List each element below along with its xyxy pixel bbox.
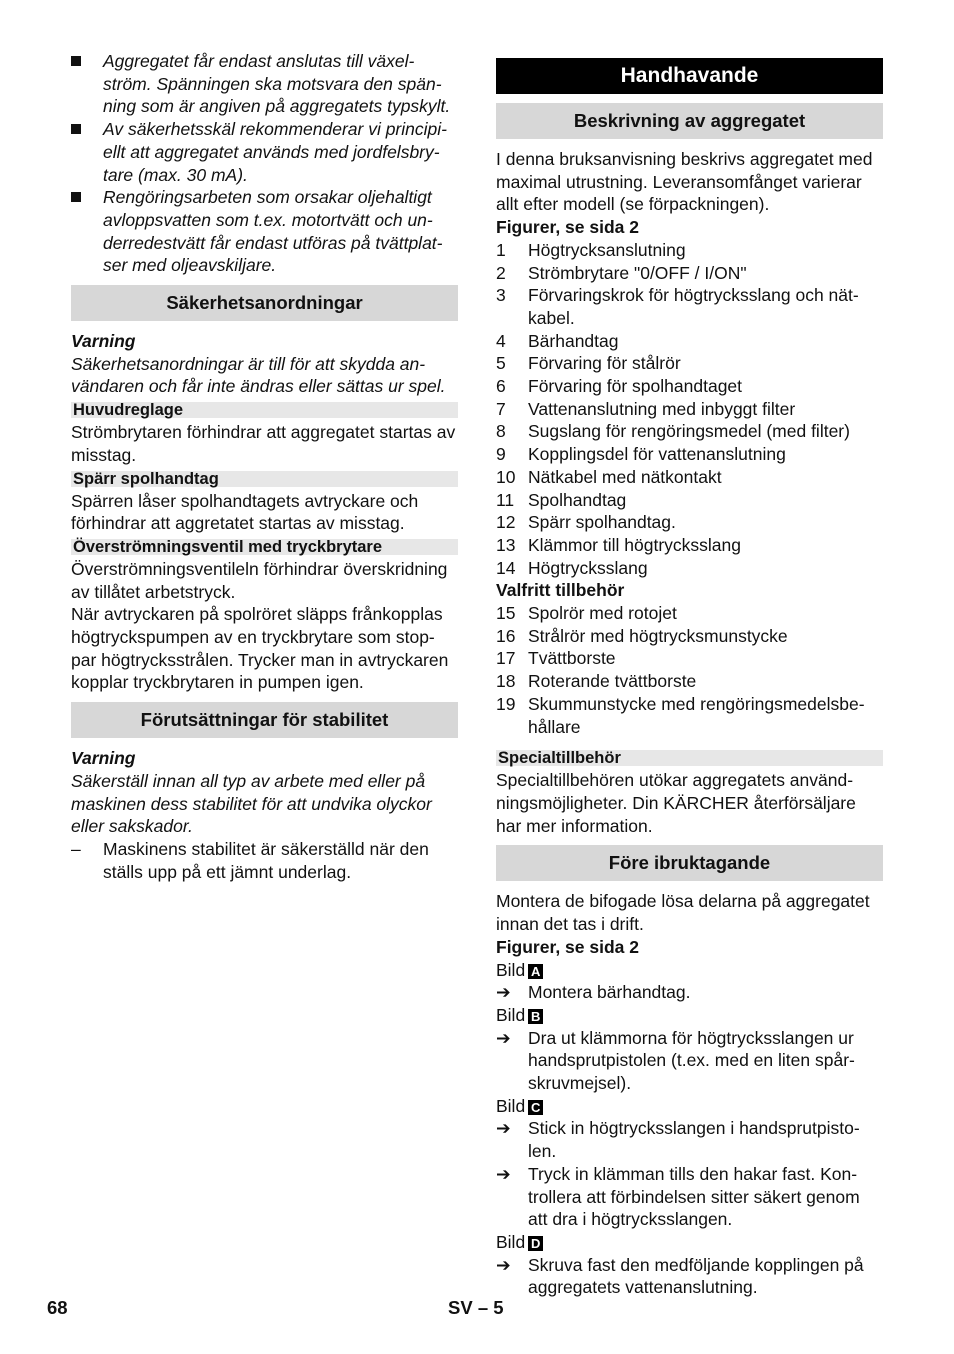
item-number: 3 bbox=[496, 285, 506, 306]
bullet-text: Aggregatet får endast anslutas till växel-ström. Spänningen ska motsvara den spän-ning som är angiven på aggregatets typskylt. bbox=[103, 51, 451, 117]
figure-label bbox=[496, 1231, 883, 1254]
instruction-text: Skruva fast den medföljande kopplingen på aggregatets vattenanslutning. bbox=[528, 1254, 864, 1298]
list-item bbox=[496, 625, 883, 648]
bullet-text: Rengöringsarbeten som orsakar oljehaltigt avloppsvatten som t.ex. motortvätt och un-derredestvätt får endast utföras på tvättplat-ser med oljeavskiljare. bbox=[103, 187, 443, 276]
paragraph: Specialtillbehören utökar aggregatets använd-ningsmöjligheter. Din KÄRCHER återförsäljare har mer information. bbox=[496, 770, 856, 836]
item-text: Nätkabel med nätkontakt bbox=[528, 466, 722, 487]
figure-word: Bild bbox=[496, 1231, 526, 1252]
figure-letter-badge: D bbox=[528, 1236, 543, 1251]
paragraph: Montera de bifogade lösa delarna på aggregatet innan det tas i drift. bbox=[496, 891, 870, 935]
list-item bbox=[496, 647, 883, 670]
instruction-step bbox=[496, 1027, 883, 1095]
figure-letter-badge: A bbox=[528, 964, 543, 979]
item-number: 10 bbox=[496, 466, 516, 487]
item-text: Spolrör med rotojet bbox=[528, 603, 677, 624]
item-text: Spärr spolhandtag. bbox=[528, 512, 676, 533]
arrow-right-icon: ➔ bbox=[496, 1118, 511, 1139]
warning-text: Säkerhetsanordningar är till för att skydda an-vändaren och får inte ändras eller sättas ur spel. bbox=[71, 353, 446, 397]
list-item bbox=[496, 375, 883, 398]
item-text: Högtrycksanslutning bbox=[528, 239, 686, 260]
figure-word: Bild bbox=[496, 1095, 526, 1116]
section-heading-before-use: Före ibruktagande bbox=[496, 845, 883, 881]
square-bullet-icon bbox=[71, 118, 103, 186]
assembly-steps bbox=[496, 959, 883, 1300]
list-item bbox=[496, 284, 883, 329]
square-bullet-icon bbox=[71, 50, 103, 118]
item-text: Vattenanslutning med inbyggt filter bbox=[528, 398, 796, 419]
item-number: 18 bbox=[496, 671, 516, 692]
subheading-special-accessories: Specialtillbehör bbox=[496, 750, 883, 766]
paragraph: Spärren låser spolhandtagets avtryckare och förhindrar att aggretatet startas av misstag. bbox=[71, 490, 419, 534]
list-item bbox=[496, 602, 883, 625]
figure-letter-badge: C bbox=[528, 1100, 543, 1115]
instruction-step bbox=[496, 981, 883, 1004]
dash-item-text: Maskinens stabilitet är säkerställd när den ställs upp på ett jämnt underlag. bbox=[103, 838, 429, 882]
item-number: 7 bbox=[496, 398, 506, 419]
parts-list bbox=[496, 239, 883, 580]
item-text: Förvaringskrok för högtrycksslang och nät-kabel. bbox=[528, 285, 859, 328]
figure-letter-badge: B bbox=[528, 1009, 543, 1024]
item-text: Klämmor till högtrycksslang bbox=[528, 534, 741, 555]
figure-label bbox=[496, 1095, 883, 1118]
subheading-overflow-valve: Överströmningsventil med tryckbrytare bbox=[71, 539, 458, 555]
item-number: 11 bbox=[496, 489, 515, 510]
subheading-lock: Spärr spolhandtag bbox=[71, 471, 458, 487]
bullet-text: Av säkerhetsskäl rekommenderar vi principi-ellt att aggregatet används med jordfelsbry-tare (max. 30 mA). bbox=[103, 119, 447, 185]
item-number: 5 bbox=[496, 353, 506, 374]
item-number: 16 bbox=[496, 625, 516, 646]
item-number: 15 bbox=[496, 603, 516, 624]
item-text: Sugslang för rengöringsmedel (med filter) bbox=[528, 421, 850, 442]
instruction-step bbox=[496, 1163, 883, 1231]
left-column bbox=[71, 50, 458, 883]
paragraph: Strömbrytaren förhindrar att aggregatet startas av misstag. bbox=[71, 422, 456, 465]
item-number: 6 bbox=[496, 376, 506, 397]
bullet-item bbox=[71, 118, 458, 186]
item-text: Skummunstycke med rengöringsmedelsbe-hållare bbox=[528, 693, 865, 737]
item-number: 19 bbox=[496, 693, 516, 714]
figure-label bbox=[496, 1004, 883, 1027]
list-item bbox=[496, 466, 883, 489]
instruction-step bbox=[496, 1117, 883, 1162]
item-number: 2 bbox=[496, 262, 506, 283]
warning-label: Varning bbox=[71, 331, 136, 352]
list-item bbox=[496, 352, 883, 375]
arrow-right-icon: ➔ bbox=[496, 1254, 511, 1275]
section-heading-safety: Säkerhetsanordningar bbox=[71, 285, 458, 321]
item-number: 12 bbox=[496, 512, 516, 533]
list-item bbox=[496, 443, 883, 466]
list-item bbox=[496, 330, 883, 353]
paragraph: När avtryckaren på spolröret släpps frånkopplas högtryckspumpen av en tryckbrytare som stop-par högtrycksstrålen. Trycker man in avtryckaren kopplar tryckbrytaren in pumpen igen. bbox=[71, 604, 449, 693]
item-number: 9 bbox=[496, 444, 506, 465]
warning-label: Varning bbox=[71, 748, 136, 769]
instruction-text: Montera bärhandtag. bbox=[528, 982, 691, 1003]
item-text: Förvaring för spolhandtaget bbox=[528, 376, 743, 397]
list-item bbox=[496, 420, 883, 443]
list-item bbox=[496, 398, 883, 421]
bullet-item bbox=[71, 50, 458, 118]
right-column bbox=[496, 50, 883, 1299]
item-text: Förvaring för stålrör bbox=[528, 353, 681, 374]
list-item bbox=[496, 511, 883, 534]
list-item bbox=[496, 670, 883, 693]
arrow-right-icon: ➔ bbox=[496, 1027, 511, 1048]
page-number: 68 bbox=[47, 1297, 68, 1318]
bullet-item bbox=[71, 186, 458, 277]
optional-accessories-label: Valfritt tillbehör bbox=[496, 580, 625, 601]
dash-list-item bbox=[71, 838, 458, 883]
list-item bbox=[496, 489, 883, 512]
arrow-right-icon: ➔ bbox=[496, 1163, 511, 1184]
paragraph: I denna bruksanvisning beskrivs aggregatet med maximal utrustning. Leveransomfånget varierar allt efter modell (se förpackningen). bbox=[496, 149, 873, 215]
section-heading-stability: Förutsättningar för stabilitet bbox=[71, 702, 458, 738]
item-number: 14 bbox=[496, 557, 516, 578]
item-text: Spolhandtag bbox=[528, 489, 627, 510]
figure-word: Bild bbox=[496, 1004, 526, 1025]
main-heading: Handhavande bbox=[496, 58, 883, 94]
list-item bbox=[496, 262, 883, 285]
figure-word: Bild bbox=[496, 959, 526, 980]
warning-text: Säkerställ innan all typ av arbete med eller på maskinen dess stabilitet för att undvika olyckor eller sakskador. bbox=[71, 770, 432, 837]
item-text: Strömbrytare "0/OFF / I/ON" bbox=[528, 262, 747, 283]
item-number: 4 bbox=[496, 330, 506, 351]
item-number: 17 bbox=[496, 648, 516, 669]
item-number: 1 bbox=[496, 239, 506, 260]
instruction-text: Tryck in klämman tills den hakar fast. Kon-trollera att förbindelsen sitter säkert genom att dra i högtrycksslangen. bbox=[528, 1163, 860, 1230]
figures-reference: Figurer, se sida 2 bbox=[496, 936, 639, 957]
list-item bbox=[496, 534, 883, 557]
item-text: Strålrör med högtrycksmunstycke bbox=[528, 625, 788, 646]
item-text: Kopplingsdel för vattenanslutning bbox=[528, 444, 786, 465]
dash-marker: – bbox=[71, 838, 81, 859]
list-item bbox=[496, 693, 883, 738]
figures-reference: Figurer, se sida 2 bbox=[496, 217, 639, 238]
instruction-text: Stick in högtrycksslangen i handsprutpisto-len. bbox=[528, 1118, 860, 1162]
paragraph: Överströmningsventileln förhindrar överskridning av tillåtet arbetstryck. bbox=[71, 558, 448, 602]
arrow-right-icon: ➔ bbox=[496, 982, 511, 1003]
section-heading-description: Beskrivning av aggregatet bbox=[496, 103, 883, 139]
instruction-text: Dra ut klämmorna för högtrycksslangen ur handsprutpistolen (t.ex. med en liten spår-skruvmejsel). bbox=[528, 1027, 855, 1094]
list-item bbox=[496, 239, 883, 262]
item-text: Bärhandtag bbox=[528, 330, 619, 351]
item-number: 8 bbox=[496, 421, 506, 442]
item-text: Tvättborste bbox=[528, 648, 616, 669]
subheading-main-switch: Huvudreglage bbox=[71, 402, 458, 418]
square-bullet-icon bbox=[71, 186, 103, 277]
optional-accessories-list bbox=[496, 602, 883, 738]
instruction-step bbox=[496, 1254, 883, 1299]
figure-label bbox=[496, 959, 883, 982]
item-text: Högtrycksslang bbox=[528, 557, 648, 578]
item-number: 13 bbox=[496, 534, 516, 555]
section-footer: SV – 5 bbox=[448, 1297, 504, 1318]
item-text: Roterande tvättborste bbox=[528, 671, 697, 692]
list-item bbox=[496, 557, 883, 580]
